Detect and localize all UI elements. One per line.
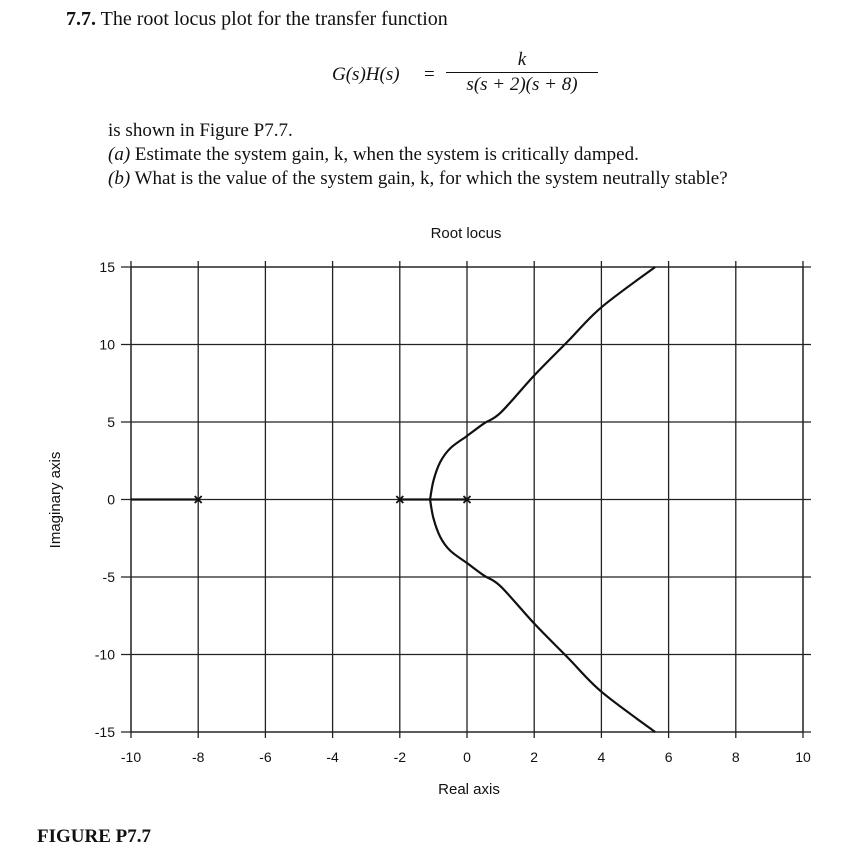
equation-numerator: k xyxy=(517,49,527,70)
locus-branch-upper xyxy=(430,267,655,500)
y-tick-label: 5 xyxy=(107,414,115,430)
part-a-label: (a) xyxy=(108,144,131,165)
problem-intro: The root locus plot for the transfer function xyxy=(100,8,448,30)
part-b-text: What is the value of the system gain, k, for which the system neutrally stable? xyxy=(134,168,728,189)
equation-denominator: s(s + 2)(s + 8) xyxy=(466,74,578,95)
locus-branch-lower xyxy=(430,500,655,733)
x-tick-label: -8 xyxy=(191,749,205,765)
figure-caption: FIGURE P7.7 xyxy=(37,826,151,847)
x-tick-label: -10 xyxy=(120,749,142,765)
problem-number: 7.7. xyxy=(66,8,96,30)
x-tick-label: 2 xyxy=(530,749,539,765)
ticks xyxy=(95,259,811,765)
part-b-label: (b) xyxy=(108,168,131,189)
x-tick-label: 0 xyxy=(463,749,471,765)
y-tick-label: 0 xyxy=(107,491,115,508)
chart-title: Root locus xyxy=(430,225,502,242)
x-tick-label: 6 xyxy=(664,749,673,765)
y-tick-label: -15 xyxy=(94,724,115,740)
equation-equals: = xyxy=(424,64,435,85)
x-tick-label: -6 xyxy=(259,749,272,765)
x-tick-label: 10 xyxy=(795,749,811,765)
y-tick-label: -10 xyxy=(94,646,115,663)
y-axis-title: Imaginary axis xyxy=(47,451,64,549)
y-tick-label: -5 xyxy=(102,569,115,585)
part-a-text: Estimate the system gain, k, when the system is critically damped. xyxy=(134,144,639,165)
shown-in-figure-line: is shown in Figure P7.7. xyxy=(108,120,293,141)
x-tick-label: 8 xyxy=(731,749,740,765)
x-tick-label: -2 xyxy=(393,749,407,765)
x-tick-label: -4 xyxy=(326,749,339,765)
y-tick-label: 10 xyxy=(99,336,115,353)
y-tick-label: 15 xyxy=(99,259,115,275)
equation-lhs: G(s)H(s) xyxy=(332,64,400,85)
x-tick-label: 4 xyxy=(597,749,606,765)
x-axis-title: Real axis xyxy=(438,781,500,798)
